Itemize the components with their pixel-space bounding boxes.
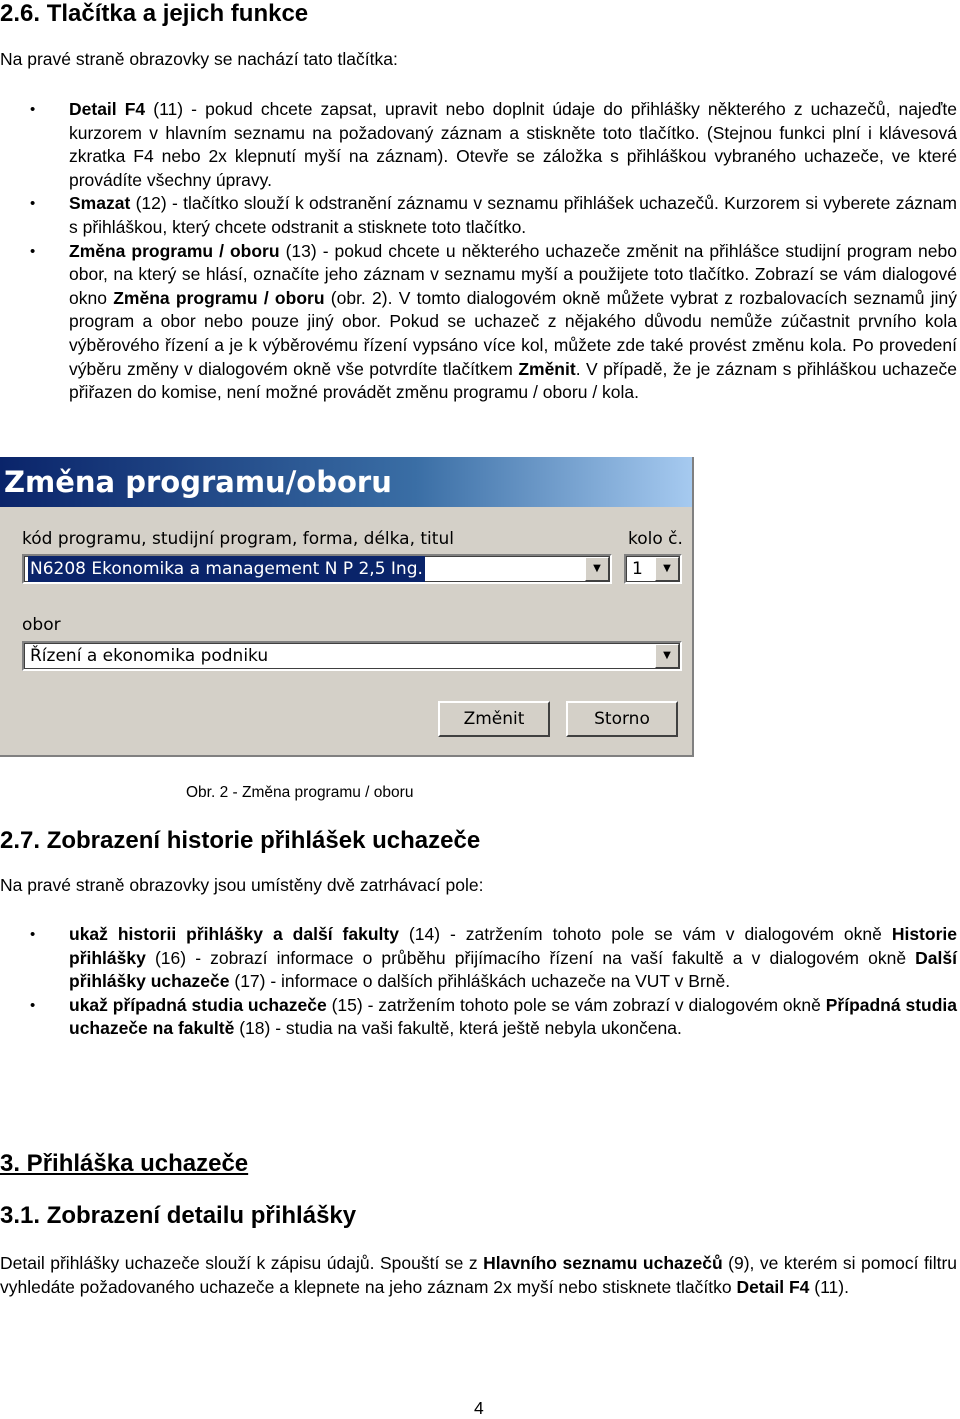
section-2-7-heading: 2.7. Zobrazení historie přihlášek uchazeče: [0, 827, 481, 854]
checkbox-list: [0, 923, 957, 1041]
list-item-change-program: • Změna programu / oboru (13) - pokud chcete u některého uchazeče změnit na přihlášce studijní program nebo obor, na který se hlásí, označíte jeho záznam v seznamu myší a použijete toto tlačítko. Zobrazí se vám dialogové okno Změna programu / oboru (obr. 2). V tomto dialogovém okně můžete vybrat z rozbalovacích seznamů jiný program a obor nebo pouze jiný obor. Pokud se uchazeč z nějakého důvodu nemůže zúčastnit prvního kola výběrového řízení a je k výběrovému řízení vypsáno více kol, můžete zde také provést změnu kola. Po provedení výběru změny v dialogovém okně vše potvrdíte tlačítkem Změnit. V případě, že je záznam s přihláškou uchazeče přiřazen do komise, není možné provádět změnu programu / oboru / kola.: [30, 240, 957, 403]
round-value: 1: [632, 559, 643, 579]
dialog-title: Změna programu/oboru: [0, 457, 692, 507]
round-select[interactable]: [624, 554, 682, 584]
confirm-change-button[interactable]: Změnit: [438, 701, 550, 737]
round-label: kolo č.: [628, 529, 683, 549]
list-item-detail: • Detail F4 (11) - pokud chcete zapsat, upravit nebo doplnit údaje do přihlášky některého z uchazečů, najeďte kurzorem v hlavním seznamu na požadovaný záznam a stiskněte toto tlačítko. (Stejnou funkci plní i klávesová zkratka F4 nebo 2x klepnutí myší na záznam). Otevře se záložka s přihláškou vybraného uchazeče, ve které provádíte všechny úpravy.: [30, 99, 957, 190]
list-item-studies: • ukaž případná studia uchazeče (15) - zatržením tohoto pole se vám zobrazí v dialogovém okně Případná studia uchazeče na fakultě (18) - studia na vaši fakultě, která ještě nebyla ukončena.: [30, 994, 957, 1039]
list-item-history: • ukaž historii přihlášky a další fakulty (14) - zatržením tohoto pole se vám v dialogovém okně Historie přihlášky (16) - zobrazí informace o průběhu přijímacího řízení na vaší fakultě a v dialogovém okně Další přihlášky uchazeče (17) - informace o dalších přihláškách uchazeče na VUT v Brně.: [30, 924, 957, 992]
field-label: obor: [22, 615, 61, 635]
buttons-list: [0, 98, 957, 405]
cancel-button[interactable]: Storno: [566, 701, 678, 737]
bullet-icon: •: [30, 926, 36, 943]
section-3-1-heading: 3.1. Zobrazení detailu přihlášky: [0, 1202, 357, 1229]
page-number: 4: [474, 1398, 484, 1418]
section-3-1-text: Detail přihlášky uchazeče slouží k zápisu údajů. Spouští se z Hlavního seznamu uchazečů (9), ve kterém si pomocí filtru vyhledáte požadovaného uchazeče a klepnete na jeho záznam 2x myší nebo stisknete tlačítko Detail F4 (11).: [0, 1253, 957, 1297]
change-program-dialog: [0, 457, 694, 757]
field-value: Řízení a ekonomika podniku: [30, 646, 269, 666]
list-item-delete: • Smazat (12) - tlačítko slouží k odstranění záznamu v seznamu přihlášek uchazečů. Kurzorem si vyberete záznam s přihláškou, který chcete odstranit a stisknete toto tlačítko.: [30, 193, 957, 237]
bullet-icon: •: [30, 195, 36, 213]
program-select[interactable]: [22, 554, 612, 584]
figure-caption: Obr. 2 - Změna programu / oboru: [186, 784, 414, 801]
program-label: kód programu, studijní program, forma, délka, titul: [22, 529, 454, 549]
program-value: N6208 Ekonomika a management N P 2,5 Ing.: [28, 556, 425, 582]
chevron-down-icon[interactable]: ▼: [585, 557, 609, 581]
field-select[interactable]: [22, 641, 682, 671]
bullet-icon: •: [30, 242, 36, 260]
chevron-down-icon[interactable]: ▼: [655, 557, 679, 581]
chevron-down-icon[interactable]: ▼: [655, 644, 679, 668]
section-2-7-intro: Na pravé straně obrazovky jsou umístěny dvě zatrhávací pole:: [0, 875, 484, 895]
section-3-heading: 3. Přihláška uchazeče: [0, 1150, 249, 1177]
section-2-6-intro: Na pravé straně obrazovky se nachází tato tlačítka:: [0, 49, 398, 69]
bullet-icon: •: [30, 996, 36, 1014]
bullet-icon: •: [30, 101, 36, 118]
section-2-6-heading: 2.6. Tlačítka a jejich funkce: [0, 0, 309, 27]
